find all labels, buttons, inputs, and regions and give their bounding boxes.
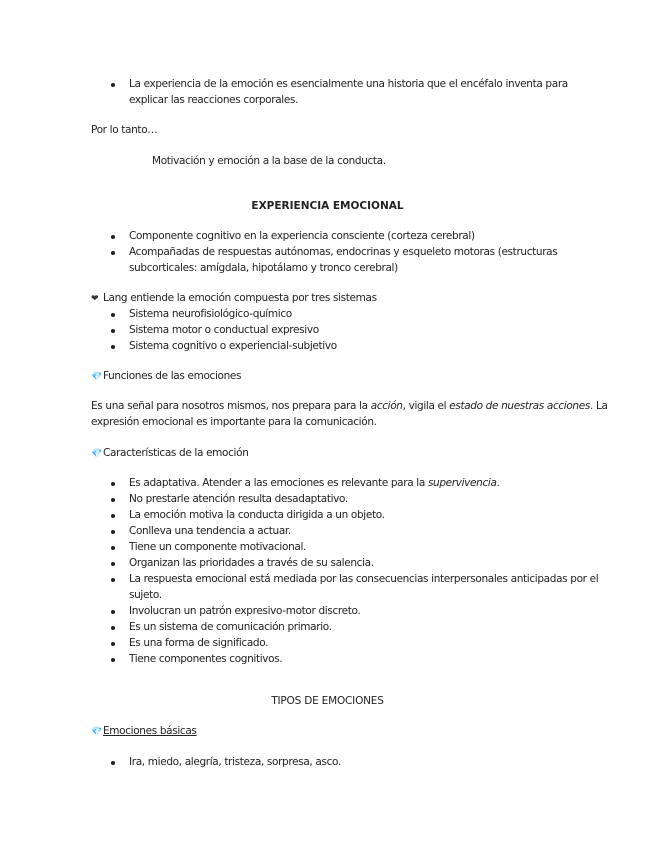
caracteristica-item-10: Es una forma de significado. bbox=[129, 637, 269, 649]
text-run: , vigila el bbox=[402, 400, 450, 412]
experiencia-heading: EXPERIENCIA EMOCIONAL bbox=[251, 200, 404, 212]
gem-icon: 💎 bbox=[91, 449, 102, 459]
intro-bullet-continuation: explicar las reacciones corporales. bbox=[129, 94, 299, 106]
bullet bbox=[111, 610, 115, 614]
caracteristica-item-1 bbox=[129, 476, 500, 492]
lang-system-2: Sistema motor o conductual expresivo bbox=[129, 324, 319, 336]
caracteristica-item-9: Es un sistema de comunicación primario. bbox=[129, 621, 332, 633]
text-run: . La bbox=[589, 400, 608, 412]
funciones-title: Funciones de las emociones bbox=[103, 370, 242, 382]
caracteristica-item-3: La emoción motiva la conducta dirigida a un objeto. bbox=[129, 509, 385, 521]
caracteristica-item-6: Organizan las prioridades a través de su salencia. bbox=[129, 557, 374, 569]
caracteristica-item-2: No prestarle atención resulta desadaptativo. bbox=[129, 493, 348, 505]
text-run: Es adaptativa. Atender a las emociones es relevante para la bbox=[129, 477, 428, 489]
funciones-paragraph-line-2: expresión emocional es importante para la comunicación. bbox=[91, 416, 377, 428]
bullet bbox=[111, 642, 115, 646]
gem-icon: 💎 bbox=[91, 372, 102, 382]
text-run: . bbox=[496, 477, 500, 489]
emociones-basicas-heading bbox=[91, 724, 197, 741]
caracteristica-item-7: La respuesta emocional está mediada por las consecuencias interpersonales anticipadas por el bbox=[129, 573, 599, 585]
bullet bbox=[111, 546, 115, 550]
bullet bbox=[111, 329, 115, 333]
text-run-italic: acción bbox=[370, 400, 403, 412]
bullet bbox=[111, 514, 115, 518]
bullet bbox=[111, 626, 115, 630]
bullet bbox=[111, 313, 115, 317]
caracteristicas-title: Características de la emoción bbox=[103, 447, 249, 459]
intro-bullet-text: La experiencia de la emoción es esencialmente una historia que el encéfalo inventa para bbox=[129, 78, 568, 90]
lang-system-3: Sistema cognitivo o experiencial-subjetivo bbox=[129, 340, 337, 352]
emociones-basicas-list: Ira, miedo, alegría, tristeza, sorpresa, asco. bbox=[129, 756, 341, 768]
experiencia-item-2-continuation: subcorticales: amígdala, hipotálamo y tronco cerebral) bbox=[129, 262, 398, 274]
bullet bbox=[111, 562, 115, 566]
bullet bbox=[111, 482, 115, 486]
emociones-basicas-title: Emociones básicas bbox=[103, 725, 197, 737]
bullet bbox=[111, 498, 115, 502]
bullet bbox=[111, 761, 115, 765]
bullet bbox=[111, 578, 115, 582]
experiencia-item-2: Acompañadas de respuestas autónomas, endocrinas y esqueleto motoras (estructuras bbox=[129, 246, 558, 258]
bullet bbox=[111, 658, 115, 662]
bullet bbox=[111, 235, 115, 239]
text-run: Es una señal para nosotros mismos, nos prepara para la bbox=[91, 400, 371, 412]
motivation-text: Motivación y emoción a la base de la conducta. bbox=[152, 155, 386, 167]
lang-system-1: Sistema neurofisiológico-químico bbox=[129, 308, 292, 320]
heart-icon: ❤ bbox=[91, 294, 99, 304]
experiencia-item-1: Componente cognitivo en la experiencia consciente (corteza cerebral) bbox=[129, 230, 475, 242]
funciones-paragraph-line-1 bbox=[91, 399, 608, 415]
conclusion-text: Por lo tanto… bbox=[91, 124, 158, 136]
caracteristica-item-5: Tiene un componente motivacional. bbox=[129, 541, 307, 553]
bullet bbox=[111, 530, 115, 534]
lang-intro bbox=[91, 291, 377, 308]
caracteristica-item-7-continuation: sujeto. bbox=[129, 589, 162, 601]
text-run-italic: supervivencia bbox=[427, 477, 497, 489]
bullet bbox=[111, 345, 115, 349]
caracteristica-item-11: Tiene componentes cognitivos. bbox=[129, 653, 283, 665]
funciones-heading bbox=[91, 369, 241, 386]
gem-icon: 💎 bbox=[91, 727, 102, 737]
caracteristica-item-4: Conlleva una tendencia a actuar. bbox=[129, 525, 291, 537]
text-run-italic: estado de nuestras acciones bbox=[449, 400, 590, 412]
caracteristicas-heading bbox=[91, 446, 249, 463]
caracteristica-item-8: Involucran un patrón expresivo-motor discreto. bbox=[129, 605, 361, 617]
bullet bbox=[111, 251, 115, 255]
lang-intro-text: Lang entiende la emoción compuesta por tres sistemas bbox=[103, 292, 377, 304]
tipos-heading: TIPOS DE EMOCIONES bbox=[271, 695, 384, 707]
bullet bbox=[111, 83, 115, 87]
